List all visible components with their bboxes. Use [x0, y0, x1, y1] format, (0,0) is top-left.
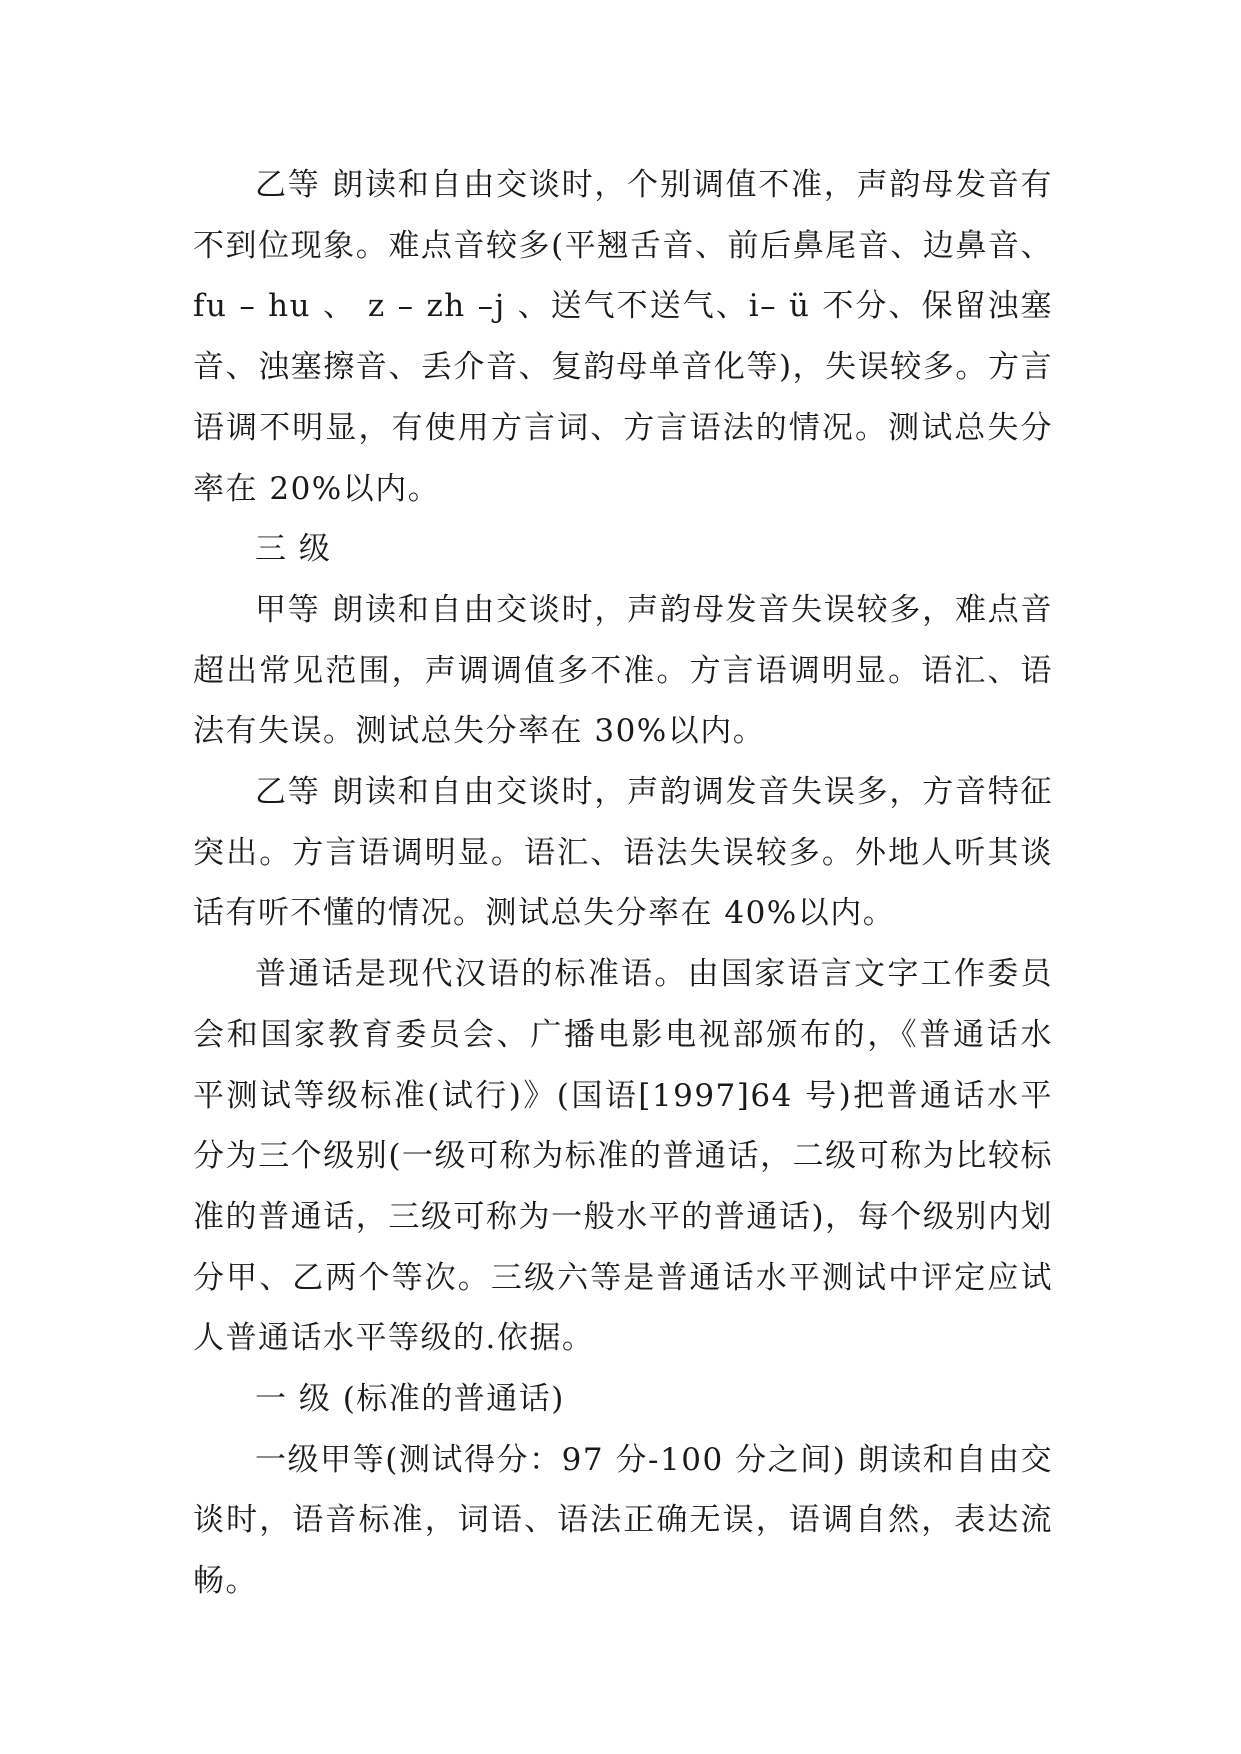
paragraph-level3-grade-a: 甲等 朗读和自由交谈时，声韵母发音失误较多，难点音超出常见范围，声调调值多不准。方言语调明显。语汇、语法有失误。测试总失分率在 30%以内。 — [193, 591, 1053, 750]
paragraph-standard-intro: 普通话是现代汉语的标准语。由国家语言文字工作委员会和国家教育委员会、广播电影电视部颁布的，《普通话水平测试等级标准(试行)》(国语[1997]64 号)把普通话水平分为三个级别(一级可称为标准的普通话，二级可称为比较标准的普通话，三级可称为一般水平的普通话)，每个级别内划分甲、乙两个等次。三级六等是普通话水平测试中评定应试人普通话水平等级的.依据。 — [193, 956, 1053, 1357]
paragraph-level3-grade-b: 乙等 朗读和自由交谈时，声韵调发音失误多，方音特征突出。方言语调明显。语汇、语法失误较多。外地人听其谈话有听不懂的情况。测试总失分率在 40%以内。 — [193, 774, 1053, 932]
document-page — [193, 155, 1053, 1612]
heading-level-1: 一 级 (标准的普通话) — [255, 1381, 565, 1418]
paragraph-level2-grade-b: 乙等 朗读和自由交谈时，个别调值不准，声韵母发音有不到位现象。难点音较多(平翘舌音、前后鼻尾音、边鼻音、fu – hu 、 z – zh –j 、送气不送气、i– ü 不分、保留浊塞音、浊塞擦音、丢介音、复韵母单音化等)，失误较多。方言语调不明显，有使用方言词、方言语法的情况。测试总失分率在 20%以内。 — [193, 167, 1053, 507]
paragraph-level1-grade-a: 一级甲等(测试得分：97 分-100 分之间) 朗读和自由交谈时，语音标准，词语、语法正确无误，语调自然，表达流畅。 — [193, 1441, 1053, 1600]
heading-level-3: 三 级 — [255, 531, 332, 568]
